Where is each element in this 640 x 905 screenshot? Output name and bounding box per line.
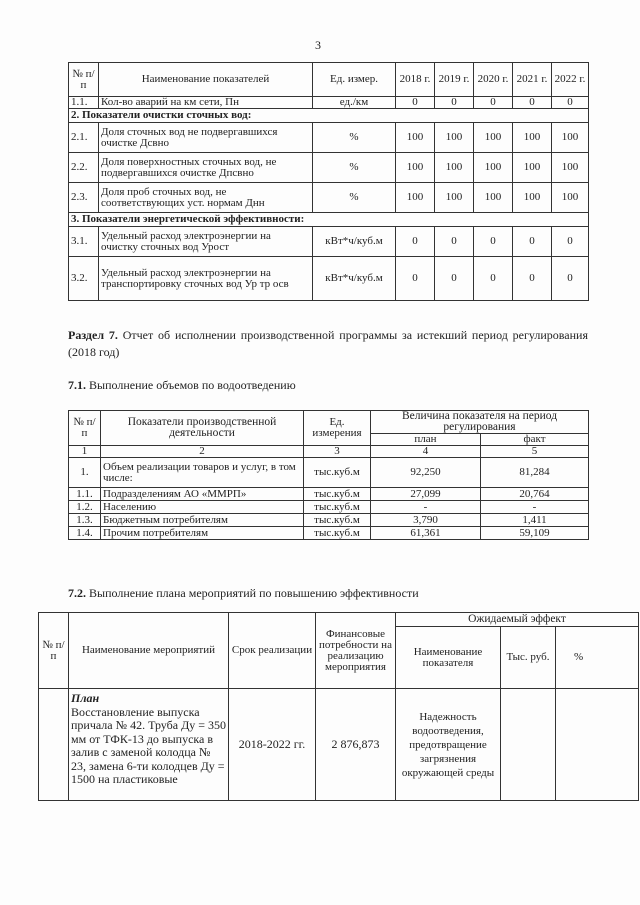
row-name: Доля сточных вод не подвергавшихся очистке Дсвно (99, 123, 313, 153)
row-value: 100 (552, 153, 589, 183)
table-row (69, 458, 589, 488)
row-num: 1.2. (69, 501, 101, 514)
row-name: Доля поверхностных сточных вод, не подвергавшихся очистке Дпсвно (99, 153, 313, 183)
table-row (69, 97, 589, 109)
header-pct: % (556, 627, 639, 689)
header-name: Показатели производственной деятельности (101, 411, 304, 446)
header-term: Срок реализации (229, 613, 316, 689)
subsection-title: Выполнение объемов по водоотведению (86, 378, 296, 392)
row-name: Объем реализации товаров и услуг, в том числе: (101, 458, 304, 488)
table-row (69, 123, 589, 153)
row-indicator: Надежность водоотведения, предотвращение загрязнения окружающей среды (396, 689, 501, 801)
header-year: 2018 г. (396, 63, 435, 97)
row-unit: % (313, 153, 396, 183)
table-row (69, 183, 589, 213)
row-value: 0 (513, 97, 552, 109)
row-num (39, 689, 69, 801)
row-value: 100 (396, 183, 435, 213)
row-value: 100 (396, 123, 435, 153)
row-value: 100 (552, 123, 589, 153)
header-fact: факт (481, 434, 589, 446)
plan-label: План (71, 691, 100, 705)
header-plan: план (371, 434, 481, 446)
column-number-row (69, 446, 589, 458)
subsection-title: Выполнение плана мероприятий по повышению эффективности (86, 586, 419, 600)
row-value: 0 (552, 97, 589, 109)
row-unit: кВт*ч/куб.м (313, 257, 396, 301)
row-value: 0 (435, 257, 474, 301)
row-value: 100 (435, 153, 474, 183)
row-fact: 81,284 (481, 458, 589, 488)
subsection-number: 7.2. (68, 586, 86, 600)
row-unit: тыс.куб.м (304, 458, 371, 488)
table-row (69, 514, 589, 527)
header-indicator: Наименование показателя (396, 627, 501, 689)
row-pct (556, 689, 639, 801)
row-plan: 3,790 (371, 514, 481, 527)
row-num: 1. (69, 458, 101, 488)
row-value: 0 (552, 257, 589, 301)
row-num: 2.2. (69, 153, 99, 183)
row-plan: 27,099 (371, 488, 481, 501)
header-unit: Ед. измерения (304, 411, 371, 446)
row-num: 1.3. (69, 514, 101, 527)
header-name: Наименование показателей (99, 63, 313, 97)
row-plan: 92,250 (371, 458, 481, 488)
row-value: 100 (396, 153, 435, 183)
indicators-table (68, 62, 589, 301)
row-num: 3.1. (69, 227, 99, 257)
row-unit: % (313, 183, 396, 213)
header-num: № п/п (69, 63, 99, 97)
row-value: 0 (474, 227, 513, 257)
table-row (69, 501, 589, 514)
row-fact: 20,764 (481, 488, 589, 501)
header-effect: Ожидаемый эффект (396, 613, 639, 627)
row-value: 100 (474, 153, 513, 183)
row-plan: 61,361 (371, 527, 481, 540)
header-year: 2022 г. (552, 63, 589, 97)
header-year: 2020 г. (474, 63, 513, 97)
row-value: 0 (513, 257, 552, 301)
table-row (69, 257, 589, 301)
row-name: Кол-во аварий на км сети, Пн (99, 97, 313, 109)
row-unit: кВт*ч/куб.м (313, 227, 396, 257)
row-value: 0 (435, 97, 474, 109)
row-unit: тыс.куб.м (304, 488, 371, 501)
row-num: 1.1. (69, 97, 99, 109)
row-value: 100 (435, 183, 474, 213)
header-year: 2021 г. (513, 63, 552, 97)
header-unit: Ед. измер. (313, 63, 396, 97)
row-name: Доля проб сточных вод, не соответствующих уст. нормам Днн (99, 183, 313, 213)
row-num: 3.2. (69, 257, 99, 301)
header-rub: Тыс. руб. (501, 627, 556, 689)
row-name: Населению (101, 501, 304, 514)
row-unit: тыс.куб.м (304, 514, 371, 527)
row-fact: - (481, 501, 589, 514)
row-value: 100 (474, 183, 513, 213)
column-number: 2 (101, 446, 304, 458)
column-number: 1 (69, 446, 101, 458)
row-value: 0 (396, 257, 435, 301)
header-num: № п/п (69, 411, 101, 446)
measures-table (38, 612, 639, 801)
row-finance: 2 876,873 (316, 689, 396, 801)
table-row (39, 689, 639, 801)
row-name: Восстановление выпуска причала № 42. Труба Ду = 350 мм от ТФК-13 до выпуска в залив с заменой колодца № 23, замена 6-ти колодцев Ду = 1500 на пластиковые (71, 704, 227, 786)
section-7-text: Отчет об исполнении производственной программы за истекший период регулирования (2018 год) (68, 328, 588, 359)
row-value: 0 (552, 227, 589, 257)
row-name: Бюджетным потребителям (101, 514, 304, 527)
section-heading: 2. Показатели очистки сточных вод: (69, 109, 589, 123)
row-num: 1.4. (69, 527, 101, 540)
row-name-cell (69, 689, 229, 801)
table-row (69, 527, 589, 540)
table-row (69, 153, 589, 183)
row-value: 0 (474, 97, 513, 109)
header-finance: Финансовые потребности на реализацию мероприятия (316, 613, 396, 689)
row-num: 2.3. (69, 183, 99, 213)
row-value: 100 (513, 183, 552, 213)
row-unit: тыс.куб.м (304, 501, 371, 514)
column-number: 4 (371, 446, 481, 458)
row-value: 100 (513, 123, 552, 153)
row-value: 0 (435, 227, 474, 257)
row-value: 0 (396, 97, 435, 109)
row-num: 2.1. (69, 123, 99, 153)
page-number: 3 (315, 38, 321, 52)
row-name: Подразделениям АО «ММРП» (101, 488, 304, 501)
row-fact: 1,411 (481, 514, 589, 527)
column-number: 5 (481, 446, 589, 458)
row-rub (501, 689, 556, 801)
row-name: Удельный расход электроэнергии на транспортировку сточных вод Ур тр осв (99, 257, 313, 301)
row-value: 0 (396, 227, 435, 257)
subsection-number: 7.1. (68, 378, 86, 392)
row-plan: - (371, 501, 481, 514)
row-name: Удельный расход электроэнергии на очистку сточных вод Урост (99, 227, 313, 257)
section-7-label: Раздел 7. (68, 328, 118, 342)
header-period: Величина показателя на период регулирования (371, 411, 589, 434)
table-header-row (69, 63, 589, 97)
row-unit: тыс.куб.м (304, 527, 371, 540)
section-7-heading (68, 327, 588, 361)
row-value: 0 (474, 257, 513, 301)
header-num: № п/п (39, 613, 69, 689)
row-value: 0 (513, 227, 552, 257)
header-name: Наименование мероприятий (69, 613, 229, 689)
row-value: 100 (552, 183, 589, 213)
table-row (69, 227, 589, 257)
header-year: 2019 г. (435, 63, 474, 97)
row-unit: % (313, 123, 396, 153)
row-fact: 59,109 (481, 527, 589, 540)
subsection-7-1-heading (68, 378, 296, 393)
row-unit: ед./км (313, 97, 396, 109)
column-number: 3 (304, 446, 371, 458)
row-name: Прочим потребителям (101, 527, 304, 540)
row-value: 100 (513, 153, 552, 183)
section-heading: 3. Показатели энергетической эффективности: (69, 213, 589, 227)
row-value: 100 (474, 123, 513, 153)
row-term: 2018-2022 гг. (229, 689, 316, 801)
volumes-table (68, 410, 589, 540)
subsection-7-2-heading (68, 586, 419, 601)
row-num: 1.1. (69, 488, 101, 501)
row-value: 100 (435, 123, 474, 153)
table-row (69, 488, 589, 501)
